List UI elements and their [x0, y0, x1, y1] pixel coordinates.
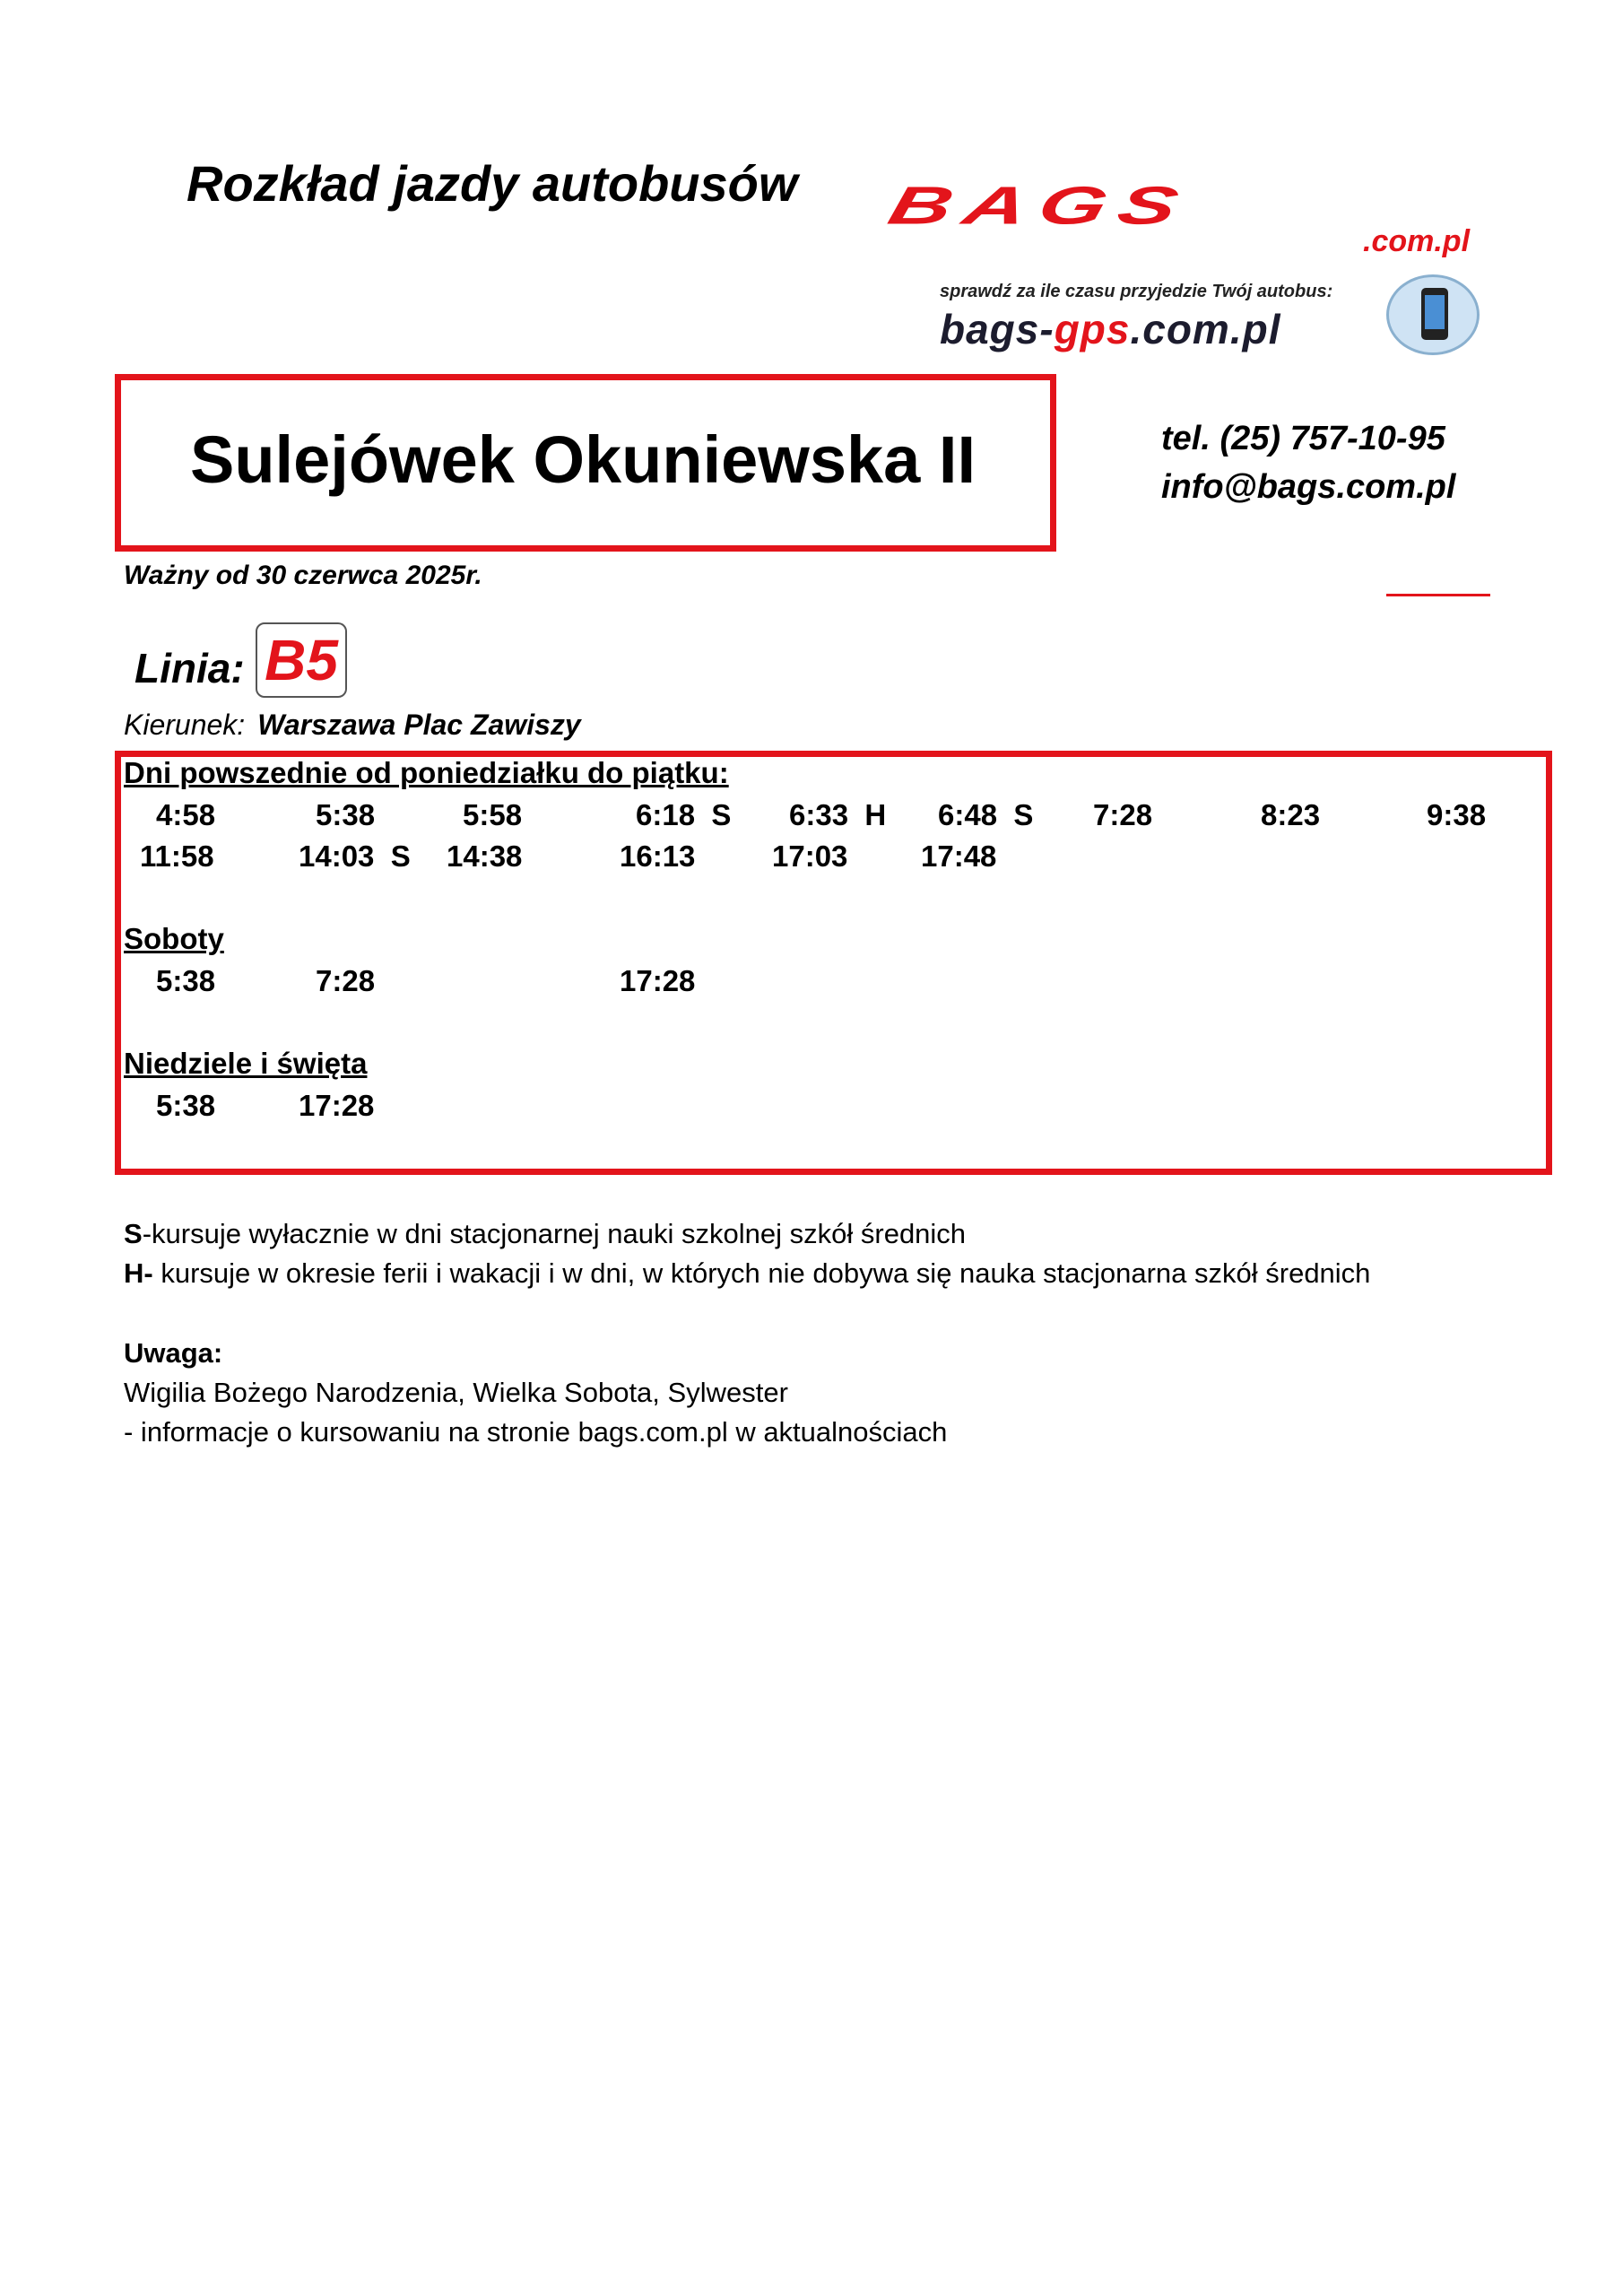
- bags-logo-suffix: .com.pl: [1363, 224, 1471, 258]
- departure-time: 17:28: [620, 964, 696, 997]
- departure-time: 5:58: [463, 798, 523, 831]
- phone-screen-shape: [1425, 295, 1445, 329]
- line-label: Linia:: [135, 645, 245, 691]
- remarks-line: Wigilia Bożego Narodzenia, Wielka Sobota, Sylwester: [124, 1377, 788, 1408]
- departure-time: 11:58: [140, 839, 214, 873]
- legend-h: [124, 1257, 1370, 1290]
- line-number-badge: B5: [256, 622, 347, 698]
- departure-time: 5:38: [316, 798, 376, 831]
- departure-time: 6:18 S: [636, 798, 732, 831]
- departure-time: 14:38: [447, 839, 523, 873]
- saturdays-heading: Soboty: [124, 922, 224, 955]
- gps-url-suffix: .com.pl: [1130, 306, 1281, 352]
- direction-value: Warszawa Plac Zawiszy: [257, 709, 581, 741]
- departure-time: 7:28: [316, 964, 376, 997]
- departure-time: 16:13: [620, 839, 696, 873]
- legend-text: kursuje w okresie ferii i wakacji i w dni, w których nie dobywa się nauka stacjonarna szkół średnich: [152, 1257, 1371, 1289]
- departure-time: 5:38: [156, 964, 216, 997]
- departure-time: 8:23: [1261, 798, 1321, 831]
- departure-time: 17:28: [299, 1089, 375, 1122]
- gps-url-prefix: bags-: [940, 306, 1055, 352]
- departure-time: 6:48 S: [938, 798, 1034, 831]
- red-divider: [1386, 594, 1490, 596]
- contact-email[interactable]: info@bags.com.pl: [1161, 468, 1456, 506]
- gps-url-highlight: gps: [1054, 306, 1131, 352]
- departure-time: 5:38: [156, 1089, 216, 1122]
- departure-time: 4:58: [156, 798, 216, 831]
- contact-phone: tel. (25) 757-10-95: [1161, 420, 1445, 457]
- legend-key: S: [124, 1218, 143, 1249]
- bags-logo: BAGS: [882, 176, 1197, 236]
- remarks-line: - informacje o kursowaniu na stronie bags.com.pl w aktualnościach: [124, 1416, 948, 1448]
- gps-tagline: sprawdź za ile czasu przyjedzie Twój autobus:: [940, 282, 1333, 301]
- legend-key: H-: [124, 1257, 153, 1289]
- legend-s: [124, 1218, 966, 1250]
- departure-time: 17:48: [921, 839, 997, 873]
- sundays-heading: Niedziele i święta: [124, 1047, 368, 1080]
- direction-label: Kierunek:: [124, 709, 246, 741]
- direction: [124, 709, 581, 742]
- departure-time: 7:28: [1093, 798, 1153, 831]
- departure-time: 14:03 S: [299, 839, 411, 873]
- gps-url[interactable]: [940, 305, 1281, 353]
- weekdays-heading: Dni powszednie od poniedziałku do piątku:: [124, 756, 729, 789]
- legend-text: -kursuje wyłacznie w dni stacjonarnej nauki szkolnej szkół średnich: [142, 1218, 967, 1249]
- smartphone-icon: [1386, 274, 1480, 355]
- validity-date: Ważny od 30 czerwca 2025r.: [124, 561, 482, 590]
- remarks-heading: Uwaga:: [124, 1337, 223, 1369]
- stop-name: Sulejówek Okuniewska II: [190, 422, 976, 497]
- timetable-title: Rozkład jazdy autobusów: [187, 155, 798, 212]
- departure-time: 9:38: [1427, 798, 1487, 831]
- departure-time: 6:33 H: [789, 798, 887, 831]
- departure-time: 17:03: [772, 839, 848, 873]
